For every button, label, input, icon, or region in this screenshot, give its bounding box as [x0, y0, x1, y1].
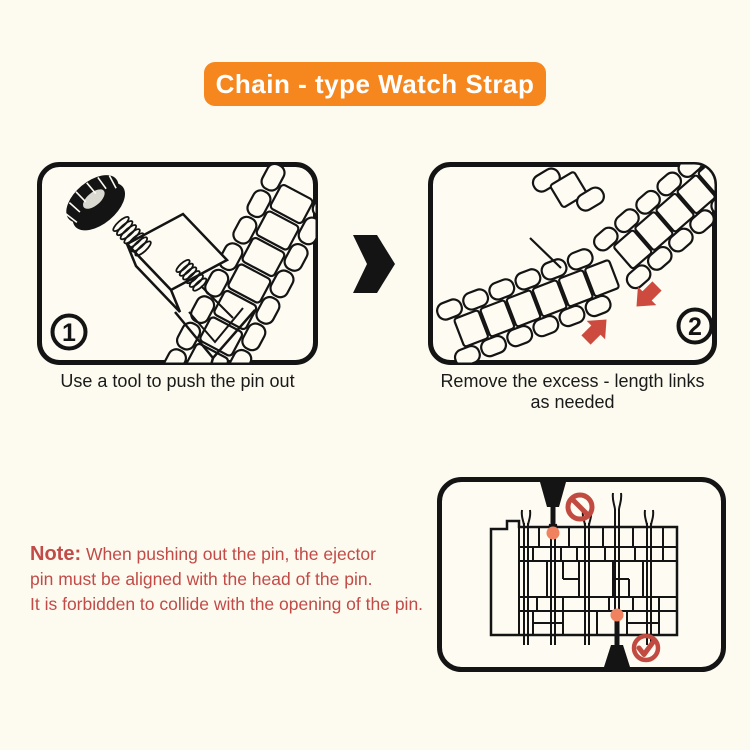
step1-panel	[37, 162, 318, 365]
page-title: Chain - type Watch Strap	[215, 68, 535, 99]
pin-alignment-panel	[437, 477, 726, 672]
step2-caption-line2: as needed	[530, 392, 615, 412]
step2-panel	[428, 162, 717, 365]
note-line1: Note: When pushing out the pin, the ejector	[30, 543, 376, 565]
pin-alignment-illustration	[437, 477, 726, 672]
note-text	[30, 542, 423, 617]
step1-illustration	[37, 162, 318, 365]
contact-dot-top	[547, 527, 560, 540]
step2-illustration	[428, 162, 717, 365]
contact-dot-bottom	[611, 609, 624, 622]
svg-text:2: 2	[688, 313, 702, 341]
step2-number-badge	[679, 310, 712, 343]
next-step-chevron-icon	[349, 230, 397, 298]
note-line3: It is forbidden to collide with the opening of the pin.	[30, 594, 424, 614]
svg-text:1: 1	[62, 319, 76, 347]
note-line2: pin must be aligned with the head of the pin.	[30, 569, 373, 589]
step2-caption-line1: Remove the excess - length links	[440, 371, 705, 391]
step2-caption	[420, 371, 725, 413]
step1-number-badge	[53, 316, 86, 349]
step1-caption: Use a tool to push the pin out	[60, 371, 295, 391]
title-banner	[204, 62, 546, 106]
note-label: Note:	[30, 543, 82, 565]
